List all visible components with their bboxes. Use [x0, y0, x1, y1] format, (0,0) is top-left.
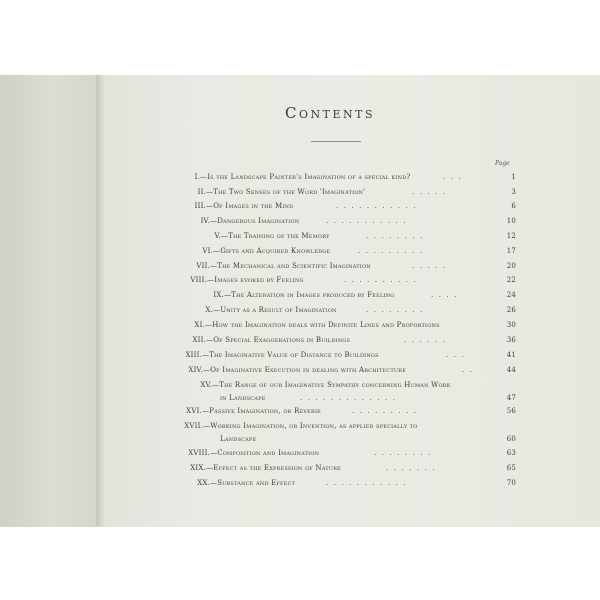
toc-leader-dots: ..	[462, 366, 478, 374]
toc-page-number: 10	[506, 217, 516, 225]
toc-entry-number: XVIII.	[188, 449, 210, 457]
toc-leader-dots: .....	[412, 188, 451, 196]
toc-entry-title: —Gifts and Acquired Knowledge	[213, 247, 331, 255]
toc-leader-dots: ...........	[326, 479, 411, 487]
toc-page-number: 65	[506, 464, 516, 472]
title-rule	[311, 141, 361, 142]
toc-leader-dots: ...........	[336, 202, 421, 210]
toc-entry-title: —Of Imaginative Execution in dealing with Architecture	[203, 366, 407, 374]
toc-entry-title: —How the Imagination deals with Definite Lines and Proportions	[205, 321, 440, 329]
toc-page-number: 1	[511, 173, 516, 181]
toc-leader-dots: ..........	[344, 276, 422, 284]
toc-entry-number: I.	[194, 173, 200, 181]
toc-entry-title: —Dangerous Imagination	[210, 217, 300, 225]
toc-entry-title: —Effect as the Expression of Nature	[206, 464, 342, 472]
toc-entry-number: XIX.	[190, 464, 206, 472]
toc-page-number: 6	[511, 202, 516, 210]
toc-leader-dots: ......	[404, 336, 451, 344]
toc-entry-title: —Passive Imagination, or Reverie	[202, 407, 322, 415]
toc-entry-title: —Of Special Exaggerations in Buildings	[206, 336, 351, 344]
contents-page	[104, 75, 600, 527]
toc-entry-number: XVI.	[186, 407, 202, 415]
toc-entry-title: —Substance and Effect	[210, 479, 296, 487]
toc-entry-number: VIII.	[190, 276, 207, 284]
toc-leader-dots: .........	[352, 407, 422, 415]
toc-entry-title: —Of Images in the Mind	[206, 202, 294, 210]
toc-page-number: 12	[506, 232, 516, 240]
toc-entry-title: —Composition and Imagination	[210, 449, 320, 457]
toc-entry-title: —Images evoked by Feeling	[207, 276, 304, 284]
toc-entry-title: —The Training of the Memory	[221, 232, 330, 240]
toc-entry-number: XIII.	[185, 351, 202, 359]
toc-entry-title: —The Range of our Imaginative Sympathy concerning Human Work	[212, 381, 451, 389]
toc-leader-dots: .........	[358, 247, 428, 255]
toc-page-number: 24	[506, 291, 516, 299]
toc-entry-number: XII.	[192, 336, 206, 344]
toc-entry-number: XIV.	[188, 366, 203, 374]
toc-entry-number: V.	[214, 232, 221, 240]
toc-leader-dots: ...	[446, 351, 470, 359]
toc-entry-number: X.	[205, 306, 213, 314]
toc-leader-dots: .....	[412, 262, 451, 270]
toc-entry-title: —Is the Landscape Painter's Imagination of a special kind?	[200, 173, 411, 181]
toc-entry-number: XI.	[194, 321, 205, 329]
toc-page-number: 56	[506, 407, 516, 415]
toc-entry-title-continued: Landscape	[220, 435, 257, 443]
toc-entry-title: —Unity as a Result of Imagination	[213, 306, 337, 314]
toc-leader-dots: ....	[431, 291, 462, 299]
toc-entry-title: —The Imaginative Value of Distance to Buildings	[202, 351, 379, 359]
toc-page-number: 60	[506, 435, 516, 443]
toc-page-number: 22	[506, 276, 516, 284]
toc-page-number: 26	[506, 306, 516, 314]
toc-page-number: 30	[506, 321, 516, 329]
left-page-edge	[0, 75, 100, 527]
toc-page-number: 44	[506, 366, 516, 374]
toc-leader-dots: ...........	[326, 217, 411, 225]
toc-leader-dots: ........	[366, 306, 428, 314]
toc-leader-dots: .............	[300, 394, 401, 402]
toc-page-number: 3	[511, 188, 516, 196]
toc-entry-number: III.	[194, 202, 206, 210]
toc-page-number: 17	[506, 247, 516, 255]
toc-entry-number: VII.	[196, 262, 210, 270]
page-title: Contents	[285, 104, 375, 122]
toc-entry-title: —The Two Senses of the Word 'Imagination'	[206, 188, 366, 196]
toc-entry-number: XX.	[197, 479, 210, 487]
toc-entry-number: VI.	[202, 247, 213, 255]
toc-entry-number: IV.	[200, 217, 210, 225]
toc-leader-dots: .......	[386, 464, 441, 472]
toc-entry-number: XV.	[200, 381, 212, 389]
toc-entry-title: —The Mechanical and Scientific Imagination	[210, 262, 371, 270]
toc-leader-dots: ........	[374, 449, 436, 457]
toc-leader-dots: ........	[366, 232, 428, 240]
toc-page-number: 41	[506, 351, 516, 359]
toc-page-number: 36	[506, 336, 516, 344]
toc-entry-title: —The Alteration in Images produced by Feeling	[224, 291, 395, 299]
toc-page-number: 63	[506, 449, 516, 457]
toc-leader-dots: ...	[443, 173, 467, 181]
toc-entry-number: IX.	[213, 291, 224, 299]
page-column-label: Page	[495, 160, 510, 167]
toc-entry-number: XVII.	[184, 422, 203, 430]
toc-page-number: 47	[506, 394, 516, 402]
toc-entry-number: II.	[197, 188, 206, 196]
toc-entry-title-continued: in Landscape	[220, 394, 266, 402]
toc-page-number: 70	[506, 479, 516, 487]
toc-entry-title: —Working Imagination, or Invention, as applied specially to	[203, 422, 418, 430]
toc-page-number: 20	[506, 262, 516, 270]
